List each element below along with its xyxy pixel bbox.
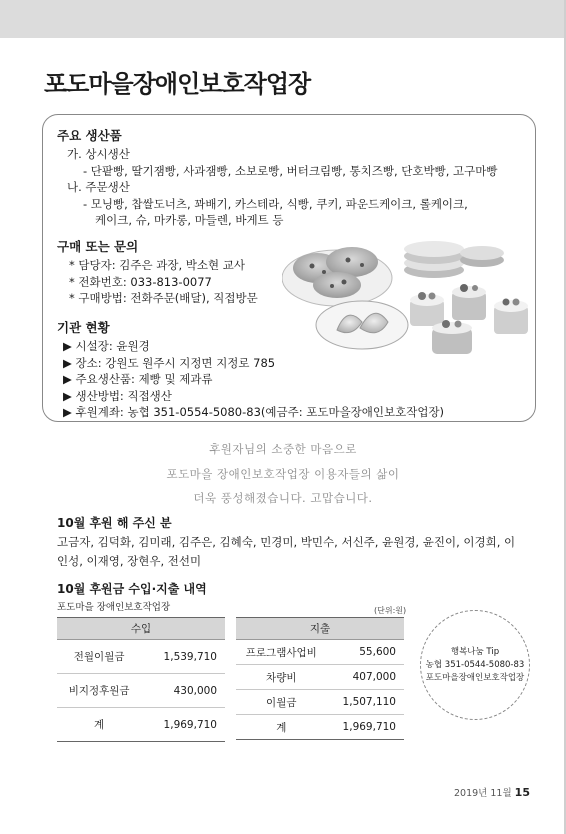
row-value: 1,969,710: [327, 715, 404, 740]
row-value: 1,969,710: [141, 708, 225, 742]
income-header: 수입: [57, 618, 225, 640]
row-value: 55,600: [327, 640, 404, 665]
order-items-line-2: 케이크, 슈, 마카롱, 마들렌, 바게트 등: [95, 213, 284, 227]
row-label: 프로그램사업비: [236, 640, 327, 665]
table-row: [57, 674, 225, 708]
org-item: ▶ 주요생산품: 제빵 및 제과류: [63, 372, 213, 386]
contact-item: * 전화번호: 033-813-0077: [69, 274, 212, 289]
row-label: 비지정후원금: [57, 674, 141, 708]
thanks-line: 더욱 풍성해졌습니다. 고맙습니다.: [193, 491, 373, 505]
footer-date: 2019년 11월: [454, 788, 512, 799]
org-item: ▶ 시설장: 윤원경: [63, 339, 150, 353]
table-row: [57, 640, 225, 674]
contact-item: * 담당자: 김주은 과장, 박소현 교사: [69, 258, 245, 272]
org-item: ▶ 후원계좌: 농협 351-0554-5080-83(예금주: 포도마을장애인보호작업장): [63, 405, 445, 419]
tip-account: 농협 351-0544-5080-83: [425, 659, 525, 670]
org-item: ▶ 생산방법: 직접생산: [63, 388, 172, 403]
table-row: [236, 665, 404, 690]
bakery-photo: [282, 230, 532, 360]
tip-title: 행복나눔 Tip: [450, 646, 500, 657]
table-row: [236, 715, 404, 740]
products-section: [57, 126, 497, 229]
expense-header: 지출: [236, 618, 404, 640]
regular-items: - 단팥빵, 딸기잼빵, 사과잼빵, 소보로빵, 버터크림빵, 통치즈빵, 단호박빵, 고구마빵: [83, 163, 498, 178]
top-band: [0, 0, 566, 38]
row-value: 1,539,710: [141, 640, 225, 674]
thanks-line: 후원자님의 소중한 마음으로: [209, 442, 357, 456]
row-label: 차량비: [236, 665, 327, 690]
row-value: 407,000: [327, 665, 404, 690]
order-items-line-1: - 모닝빵, 찹쌀도너츠, 꽈배기, 카스테라, 식빵, 쿠키, 파운드케이크, 롤케이크,: [83, 196, 468, 211]
row-value: 430,000: [141, 674, 225, 708]
row-label: 계: [236, 715, 327, 740]
org-item: ▶ 장소: 강원도 원주시 지정면 지정로 785: [63, 355, 276, 370]
finance-heading: 10월 후원금 수입·지출 내역: [57, 582, 207, 596]
tip-stamp: [420, 610, 530, 720]
thanks-line: 포도마을 장애인보호작업장 이용자들의 삶이: [166, 466, 400, 481]
org-heading: 기관 현황: [57, 320, 110, 335]
table-row: [57, 708, 225, 742]
page-footer: [454, 785, 530, 799]
row-label: 전월이월금: [57, 640, 141, 674]
tip-holder: 포도마을장애인보호작업장: [425, 672, 525, 683]
page-title: 포도마을장애인보호작업장: [44, 70, 311, 98]
regular-label: 가. 상시생산: [67, 147, 130, 161]
row-value: 1,507,110: [327, 690, 404, 715]
table-row: [236, 690, 404, 715]
contact-item: * 구매방법: 전화주문(배달), 직접방문: [69, 291, 258, 305]
income-table: [57, 617, 225, 742]
products-heading: 주요 생산품: [57, 128, 122, 143]
page-number: 15: [514, 786, 530, 799]
expense-table: [236, 617, 404, 740]
contact-section: [57, 237, 258, 307]
row-label: 이월금: [236, 690, 327, 715]
table-row: [236, 640, 404, 665]
donors-list: 고금자, 김덕화, 김미래, 김주은, 김혜숙, 민경미, 박민수, 서신주, 윤원경, 윤진이, 이경희, 이인성, 이재영, 장현우, 전선미: [57, 535, 516, 568]
contact-heading: 구매 또는 문의: [57, 239, 139, 254]
donors-heading: 10월 후원 해 주신 분: [57, 516, 172, 530]
unit-label: (단위:원): [374, 606, 407, 615]
row-label: 계: [57, 708, 141, 742]
finance-subheading: 포도마을 장애인보호작업장: [57, 602, 171, 613]
thanks-message: [60, 437, 506, 511]
order-label: 나. 주문생산: [67, 180, 130, 194]
